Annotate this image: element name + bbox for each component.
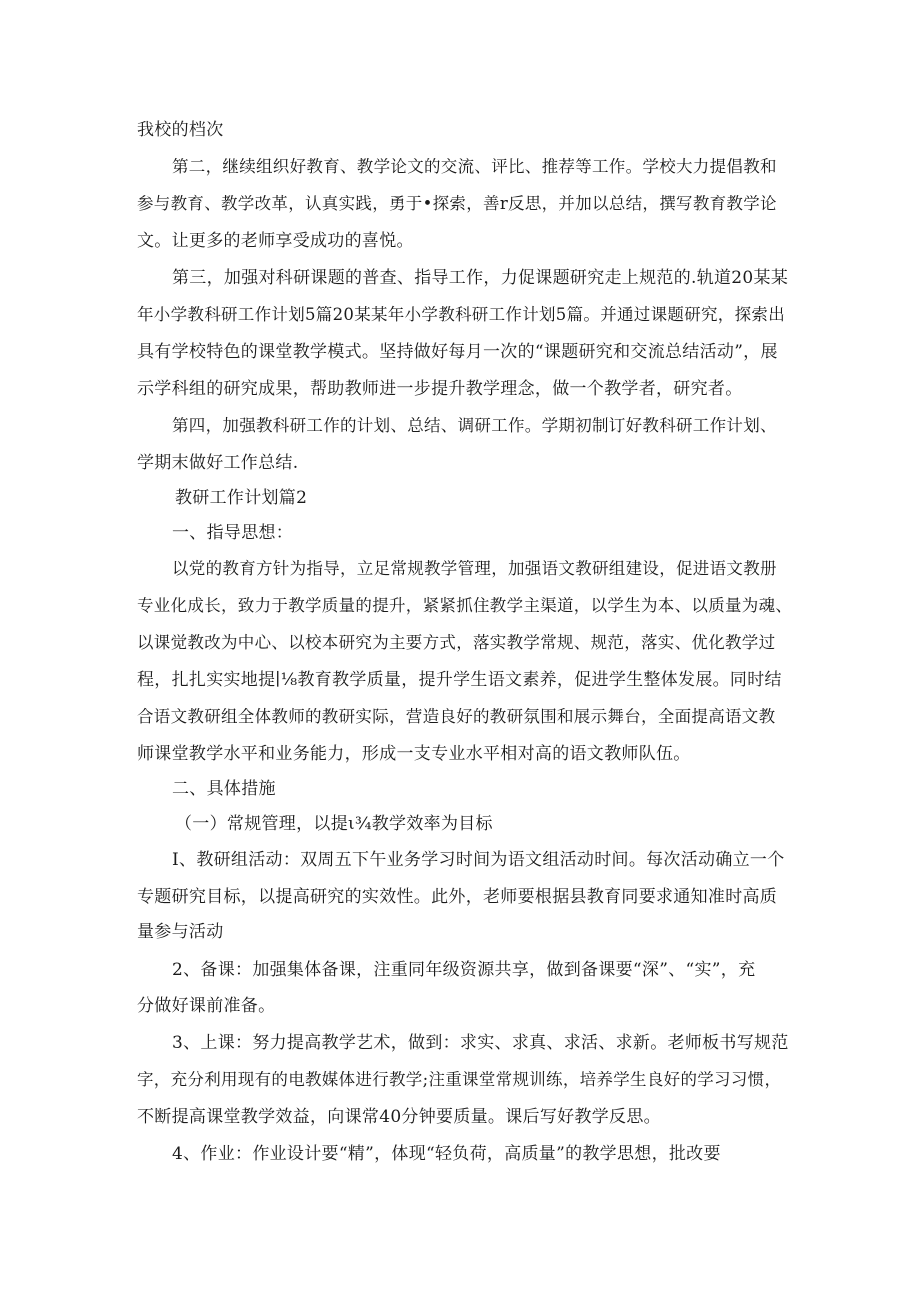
- text-line: 量参与活动: [137, 922, 224, 942]
- text-line: 程，扎扎实实地提∣⅛教育教学质量，提升学生语文素养，促进学生整体发展。同时结: [137, 670, 782, 690]
- text-line: 专业化成长，致力于教学质量的提升，紧紧抓住教学主渠道，以学生为本、以质量为魂、: [137, 596, 793, 615]
- paragraph-first-line: 第四，加强教科研工作的计划、总结、调研工作。学期初制订好教科研工作计划、: [172, 416, 777, 435]
- text-line: 我校的档次: [137, 120, 224, 140]
- section-heading: 教研工作计划篇2: [175, 488, 308, 508]
- paragraph-first-line: I、教研组活动：双周五下午业务学习时间为语文组活动时间。每次活动确立一个: [172, 850, 785, 870]
- text-line: 不断提高课堂教学效益，向课常40分钟要质量。课后写好教学反思。: [137, 1107, 661, 1127]
- text-line: 文。让更多的老师享受成功的喜悦。: [137, 231, 414, 251]
- paragraph-first-line: 2、备课：加强集体备课，注重同年级资源共享，做到备课要“深”、“实”，充: [172, 960, 756, 980]
- text-line: 参与教育、教学改革，认真实践，勇于•探索，善r反思，并加以总结，撰写教育教学论: [137, 194, 777, 213]
- text-line: 以课觉教改为中心、以校本研究为主要方式，落实教学常规、规范，落实、优化教学过: [137, 633, 776, 652]
- text-line: 合语文教研组全体教师的教研实际，营造良好的教研氛围和展示舞台，全面提高语文教: [137, 707, 776, 726]
- text-line: 具有学校特色的课堂教学模式。坚持做好每月一次的“课题研究和交流总结活动”，展: [137, 342, 778, 362]
- paragraph-first-line: 第三，加强对科研课题的普查、指导工作，力促课题研究走上规范的.轨道20某某: [172, 268, 789, 288]
- subheading: 二、具体措施: [172, 779, 276, 799]
- text-line: 年小学教科研工作计划5篇20某某年小学教科研工作计划5篇。并通过课题研究，探索出: [137, 305, 785, 324]
- paragraph-first-line: 以党的教育方针为指导，立足常规教学管理，加强语文教研组建设，促进语文教册: [172, 559, 777, 578]
- subheading: 一、指导思想：: [172, 523, 294, 543]
- text-line: 分做好课前准备。: [137, 996, 276, 1016]
- text-line: 专题研究目标，以提高研究的实效性。此外，老师要根据县教育同要求通知准时高质: [137, 887, 778, 907]
- text-line: 示学科组的研究成果，帮助教师进一步提升教学理念，做一个教学者，研究者。: [137, 379, 743, 399]
- paragraph-first-line: 第二，继续组织好教育、教学论文的交流、评比、推荐等工作。学校大力提倡教和: [172, 157, 777, 176]
- text-line: 字，充分利用现有的电教媒体进行教学;注重课堂常规训练，培养学生良好的学习习惯，: [137, 1070, 782, 1089]
- paragraph-first-line: 3、上课：努力提高教学艺术，做到：求实、求真、求活、求新。老师板书写规范: [172, 1033, 789, 1053]
- subheading: （一）常规管理，以提ι¾教学效率为目标: [175, 814, 493, 834]
- paragraph-first-line: 4、作业：作业设计要“精”，体现“轻负荷，高质量”的教学思想，批改要: [172, 1144, 721, 1164]
- text-line: 师课堂教学水平和业务能力，形成一支专业水平相对高的语文教师队伍。: [137, 744, 691, 764]
- text-line: 学期末做好工作总结.: [137, 453, 299, 473]
